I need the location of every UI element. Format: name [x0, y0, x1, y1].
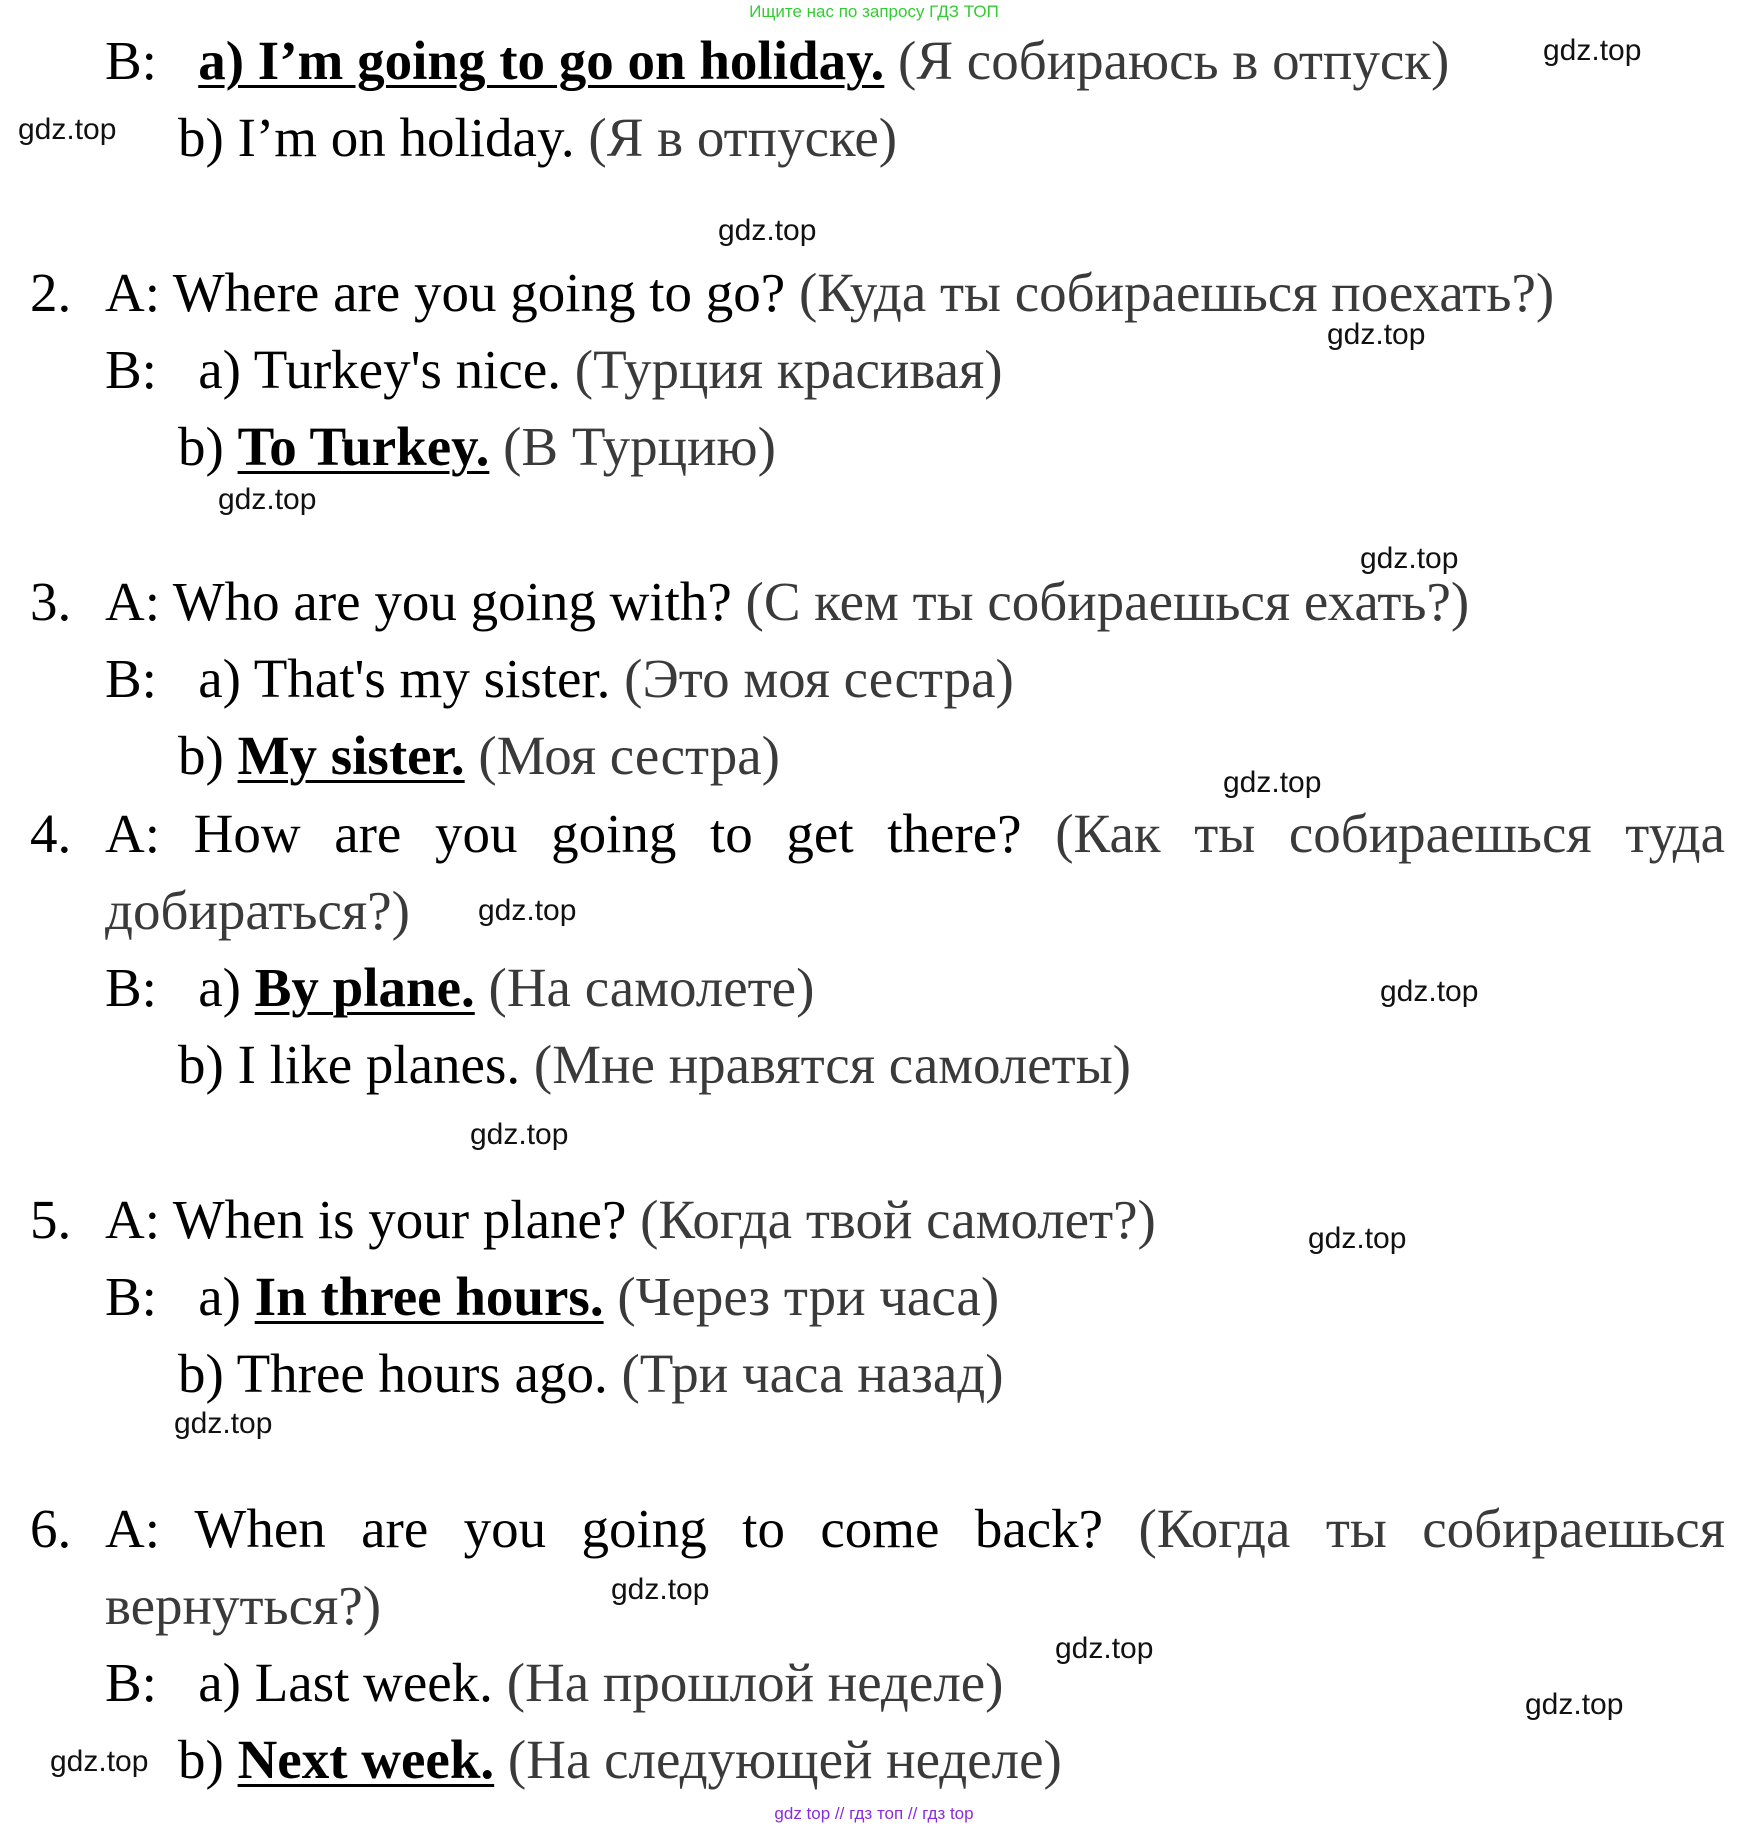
a-label: A:: [105, 803, 160, 864]
q6-question-continuation: вернуться?): [105, 1575, 382, 1636]
correct-answer: Next week.: [237, 1729, 495, 1790]
translation: (Как ты собираешься туда: [1055, 803, 1726, 864]
q2-answer-a-line: [105, 339, 1003, 400]
q6-question-line: [30, 1498, 1725, 1559]
q1-answer-b-line: [178, 107, 898, 168]
translation: (На следующей неделе): [507, 1729, 1062, 1790]
q5-answer-a-line: [105, 1266, 1000, 1327]
watermark-text: gdz.top: [611, 1573, 710, 1606]
watermark-text: gdz.top: [18, 113, 117, 146]
option-prefix: b): [178, 416, 224, 477]
q5-answer-b-line: [178, 1343, 1004, 1404]
correct-answer: In three hours.: [254, 1266, 604, 1327]
option-prefix: b): [178, 1729, 224, 1790]
translation: (Три часа назад): [621, 1343, 1004, 1404]
q4-question-continuation: добираться?): [105, 880, 410, 941]
watermark-text: gdz.top: [1543, 34, 1642, 67]
question-text: When is your plane?: [172, 1189, 627, 1250]
translation: (Куда ты собираешься поехать?): [798, 262, 1555, 323]
correct-answer: By plane.: [254, 957, 475, 1018]
question-number: 5.: [30, 1189, 72, 1250]
a-label: A:: [105, 1189, 160, 1250]
question-number: 4.: [30, 803, 72, 864]
question-text: Who are you going with?: [172, 571, 732, 632]
watermark-text: gdz.top: [1380, 975, 1479, 1008]
q3-answer-b-line: [178, 725, 780, 786]
watermark-text: gdz.top: [1055, 1632, 1154, 1665]
option-text: a) Last week.: [198, 1652, 493, 1713]
question-text: How are you going to get there?: [193, 803, 1022, 864]
q2-answer-b-line: [178, 416, 776, 477]
watermark-text: gdz.top: [174, 1407, 273, 1440]
q6-answer-a-line: [105, 1652, 1004, 1713]
q2-question-line: [30, 262, 1555, 323]
a-label: A:: [105, 262, 160, 323]
watermark-text: gdz.top: [718, 214, 817, 247]
option-text: b) I’m on holiday.: [178, 107, 575, 168]
watermark-text: gdz.top: [1525, 1688, 1624, 1721]
option-text: b) Three hours ago.: [178, 1343, 608, 1404]
b-label: B:: [105, 1652, 157, 1713]
watermark-text: gdz.top: [50, 1745, 149, 1778]
option-text: a) Turkey's nice.: [198, 339, 562, 400]
translation: (Я в отпуске): [588, 107, 898, 168]
q4-question-line: [30, 803, 1726, 864]
translation: (Это моя сестра): [624, 648, 1014, 709]
option-text: b) I like planes.: [178, 1034, 521, 1095]
a-label: A:: [105, 1498, 160, 1559]
watermark-text: gdz.top: [1327, 318, 1426, 351]
translation: (Когда ты собираешься: [1138, 1498, 1725, 1559]
q3-answer-a-line: [105, 648, 1014, 709]
question-number: 2.: [30, 262, 72, 323]
translation: (Я собираюсь в отпуск): [898, 30, 1450, 91]
q5-question-line: [30, 1189, 1156, 1250]
translation: (Моя сестра): [478, 725, 780, 786]
translation: (С кем ты собираешься ехать?): [745, 571, 1470, 632]
correct-answer: My sister.: [237, 725, 465, 786]
b-label: B:: [105, 1266, 157, 1327]
b-label: B:: [105, 648, 157, 709]
translation: (На прошлой неделе): [506, 1652, 1004, 1713]
b-label: B:: [105, 957, 157, 1018]
translation: (Через три часа): [617, 1266, 1000, 1327]
q4-answer-a-line: [105, 957, 815, 1018]
option-prefix: a): [198, 1266, 241, 1327]
question-number: 3.: [30, 571, 72, 632]
q6-answer-b-line: [178, 1729, 1062, 1790]
option-text: a) That's my sister.: [198, 648, 611, 709]
translation: (Турция красивая): [574, 339, 1003, 400]
watermark-text: gdz.top: [1223, 766, 1322, 799]
b-label: B:: [105, 30, 157, 91]
top-banner[interactable]: Ищите нас по запросу ГДЗ ТОП: [749, 2, 999, 21]
correct-answer: To Turkey.: [237, 416, 490, 477]
a-label: A:: [105, 571, 160, 632]
watermark-text: gdz.top: [218, 483, 317, 516]
translation: (В Турцию): [503, 416, 776, 477]
watermark-text: gdz.top: [470, 1118, 569, 1151]
watermark-text: gdz.top: [478, 894, 577, 927]
option-prefix: b): [178, 725, 224, 786]
question-text: Where are you going to go?: [172, 262, 786, 323]
translation: (Когда твой самолет?): [640, 1189, 1156, 1250]
q1-answer-a-line: [105, 30, 1450, 91]
q4-answer-b-line: [178, 1034, 1131, 1095]
correct-answer: a) I’m going to go on holiday.: [198, 30, 885, 91]
bottom-banner[interactable]: gdz top // гдз топ // гдз top: [774, 1804, 974, 1823]
translation: (Мне нравятся самолеты): [533, 1034, 1131, 1095]
translation: (На самолете): [488, 957, 815, 1018]
watermark-text: gdz.top: [1308, 1222, 1407, 1255]
question-text: When are you going to come back?: [194, 1498, 1104, 1559]
question-number: 6.: [30, 1498, 72, 1559]
watermark-text: gdz.top: [1360, 542, 1459, 575]
option-prefix: a): [198, 957, 241, 1018]
b-label: B:: [105, 339, 157, 400]
q3-question-line: [30, 571, 1470, 632]
